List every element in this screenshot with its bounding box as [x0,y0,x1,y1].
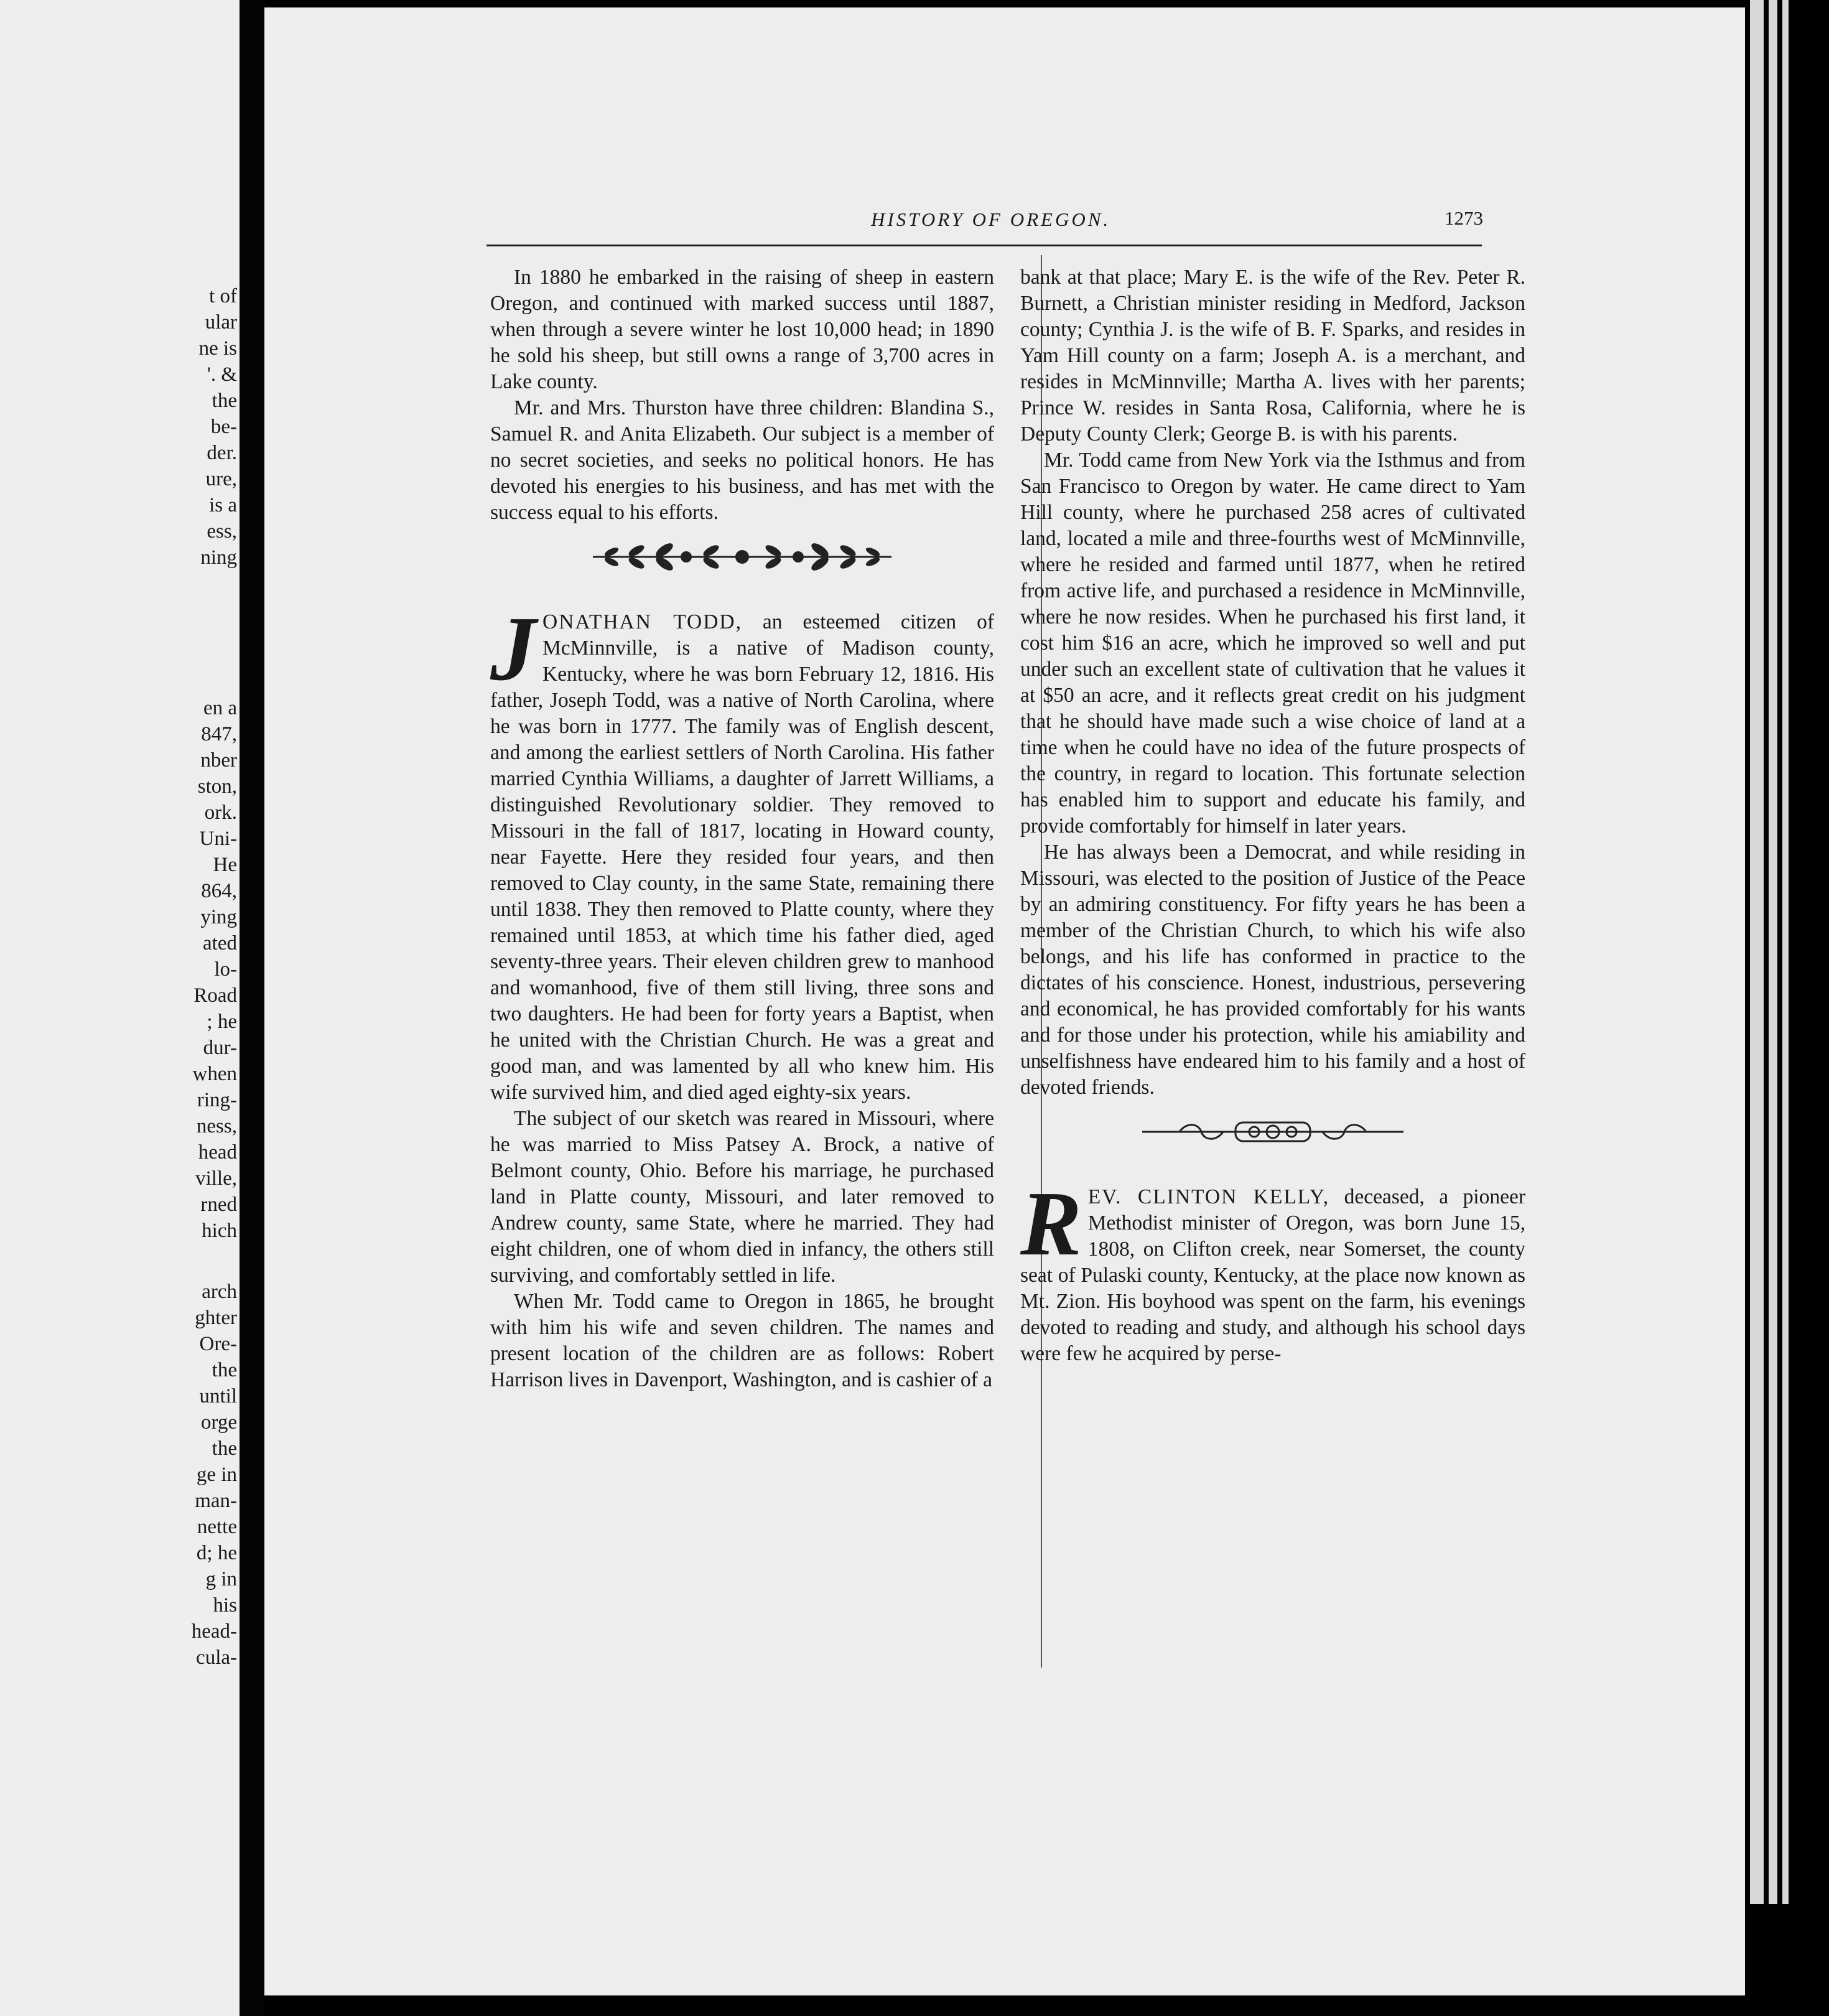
facing-page-text-fragment: d; he [196,1542,237,1564]
facing-page-text-fragment: orge [200,1411,237,1434]
facing-page-text-fragment: ghter [195,1307,237,1329]
page-number: 1273 [1445,207,1483,229]
biography-jonathan-todd-intro [490,598,994,1106]
biography-subject-name: ONATHAN TODD, [542,610,742,633]
facing-page-text-fragment: cula- [196,1646,237,1669]
facing-page-text-fragment: nber [200,749,237,772]
facing-page-text-fragment: hich [202,1220,237,1242]
paragraph: When Mr. Todd came to Oregon in 1865, he brought with him his wife and seven children. The names and present location of the children are as follows: Robert Harrison lives in Davenport, Washington, and is cashier of a [490,1290,994,1391]
facing-page-text-fragment: ville, [195,1167,237,1190]
facing-page-text-fragment: man- [195,1490,237,1512]
facing-page-text-fragment: '. & [207,363,237,386]
facing-page-text-fragment: ated [203,932,237,954]
facing-page-text-fragment: g in [205,1568,237,1590]
facing-page-text-fragment: ness, [196,1115,237,1137]
biography-clinton-kelly-intro [1020,1173,1525,1367]
facing-page-text-fragment: when [192,1063,237,1085]
facing-page-text-fragment: en a [203,697,237,719]
paragraph-text: deceased, a pioneer Methodist minister of Oregon, was born June 15, 1808, on Clifton creek, near Somerset, the county seat of Pulaski county, Kentucky, at the place now known as Mt. Zion. His boyhood was spent on the farm, his evenings devoted to reading and study, and although his school days were few he acquired by perse- [1020,1185,1525,1365]
ornamental-divider-leaves [490,538,994,576]
page-edge-strip [1782,0,1789,1904]
page-edge-strip [1750,0,1764,1904]
book-gutter [240,0,264,2016]
facing-page-text-fragment: der. [207,442,237,464]
facing-page-text-fragment: lo- [214,958,237,981]
facing-page-text-fragment: arch [202,1281,237,1303]
facing-page-text-fragment: ess, [207,520,237,543]
facing-page-text-fragment: ying [200,906,237,928]
left-column [490,264,994,1393]
ornamental-divider-scroll [1020,1113,1525,1150]
right-column [1020,264,1525,1367]
facing-page-text-fragment: ston, [197,775,237,798]
facing-page-text-fragment: ring- [197,1089,237,1111]
page-edge-strip [1769,0,1777,1904]
paragraph: In 1880 he embarked in the raising of sheep in eastern Oregon, and continued with marked success until 1887, when through a severe winter he lost 10,000 head; in 1890 he sold his sheep, but still owns a range of 3,700 acres in Lake county. [490,266,994,393]
drop-cap-letter: R [1020,1173,1082,1275]
facing-page-text-fragment: Uni- [199,828,237,850]
facing-page-text-fragment: Ore- [199,1333,237,1355]
facing-page-text-fragment: ; he [207,1010,237,1033]
facing-page-text-fragment: is a [209,494,237,516]
facing-page-text-fragment: 847, [201,723,237,745]
facing-page-text-fragment: ular [205,311,237,334]
facing-page-text-fragment: ning [200,546,237,569]
facing-page-text-fragment: t of [209,285,237,307]
paragraph: Mr. Todd came from New York via the Isthmus and from San Francisco to Oregon by water. He came direct to Yam Hill county, where he purchased 258 acres of cultivated land, located a mile and three-fourths west of McMinnville, where he resided and farmed until 1877, when he retired from active life, and purchased a residence in McMinnville, where he now resides. When he purchased his first land, it cost him $16 an acre, which he improved so well and put under such an excellent state of cultivation that he values it at $50 an acre, and it reflects great credit on his judgment that he should have made such a wise choice of land at a time when he could have no idea of the future prospects of the country, in regard to location. This fortunate selection has enabled him to support and educate his family, and provide comfortably for himself in later years. [1020,449,1525,838]
facing-page-text-fragment: the [212,390,237,412]
paragraph: Mr. and Mrs. Thurston have three children: Blandina S., Samuel R. and Anita Elizabeth. Our subject is a member of no secret societies, and seeks no political honors. He has devoted his energies to his business, and has met with the success equal to his efforts. [490,396,994,524]
facing-page-text-fragment: until [199,1385,237,1407]
facing-page-text-fragment: his [213,1594,237,1617]
paragraph: He has always been a Democrat, and while residing in Missouri, was elected to the position of Justice of the Peace by an admiring constituency. For fifty years he has been a member of the Christian Church, to which his wife also belongs, and his life has conformed in practice to the dictates of his conscience. Honest, industrious, persevering and economical, he has provided comfortably for his wants and for those under his protection, while his amiability and unselfishness have endeared him to his family and a host of devoted friends. [1020,841,1525,1099]
facing-page-text-fragment: head [198,1141,237,1164]
facing-page-text-fragment: Road [193,984,237,1007]
paragraph: The subject of our sketch was reared in Missouri, where he was married to Miss Patsey A. Brock, a native of Belmont county, Ohio. Before his marriage, he purchased land in Platte county, Missouri, and later removed to Andrew county, same State, where he married. They had eight children, one of whom died in infancy, the others still surviving, and comfortably settled in life. [490,1107,994,1287]
facing-page-left [0,0,240,2016]
facing-page-text-fragment: ure, [205,468,237,490]
drop-cap-letter: J [490,598,536,700]
facing-page-text-fragment: ge in [196,1463,237,1486]
facing-page-text-fragment: the [212,1437,237,1460]
facing-page-text-fragment: 864, [201,880,237,902]
facing-page-text-fragment: He [213,854,237,876]
paragraph: bank at that place; Mary E. is the wife of the Rev. Peter R. Burnett, a Christian minister residing in Medford, Jackson county; Cynthia J. is the wife of B. F. Sparks, and resides in Yam Hill county on a farm; Joseph A. is a merchant, and resides in McMinnville; Martha A. lives with her parents; Prince W. resides in Santa Rosa, California, where he is Deputy County Clerk; George B. is with his parents. [1020,266,1525,446]
biography-subject-name: EV. CLINTON KELLY, [1087,1185,1330,1208]
facing-page-text-fragment: rned [200,1193,237,1216]
facing-page-text-fragment: nette [197,1516,237,1538]
facing-page-text-fragment: the [212,1359,237,1381]
facing-page-text-fragment: ork. [204,801,237,824]
facing-page-text-fragment: head- [191,1620,237,1643]
facing-page-text-fragment: be- [210,416,237,438]
running-header-title: HISTORY OF OREGON. [871,208,1111,230]
paragraph-text: an esteemed citizen of McMinnville, is a native of Madison county, Kentucky, where he was born February 12, 1816. His father, Joseph Todd, was a native of North Carolina, where he was born in 1777. The family was of English descent, and among the earliest settlers of North Carolina. His father married Cynthia Williams, a daughter of Jarrett Williams, a distinguished Revolutionary soldier. They removed to Missouri in the fall of 1817, locating in Howard county, near Fayette. Here they resided four years, and then removed to Clay county, in the same State, remaining there until 1838. They then removed to Platte county, where they remained until 1853, at which time his father died, aged seventy-three years. Their eleven children grew to manhood and womanhood, five of them still living, three sons and two daughters. He had been for forty years a Baptist, when he united with the Christian Church. He was a great and good man, and was lamented by all who knew him. His wife survived him, and died aged eighty-six years. [490,610,994,1104]
page-edge [1745,0,1829,2016]
facing-page-text-fragment: dur- [203,1037,237,1059]
header-rule [486,245,1482,246]
facing-page-text-fragment: ne is [198,337,237,360]
